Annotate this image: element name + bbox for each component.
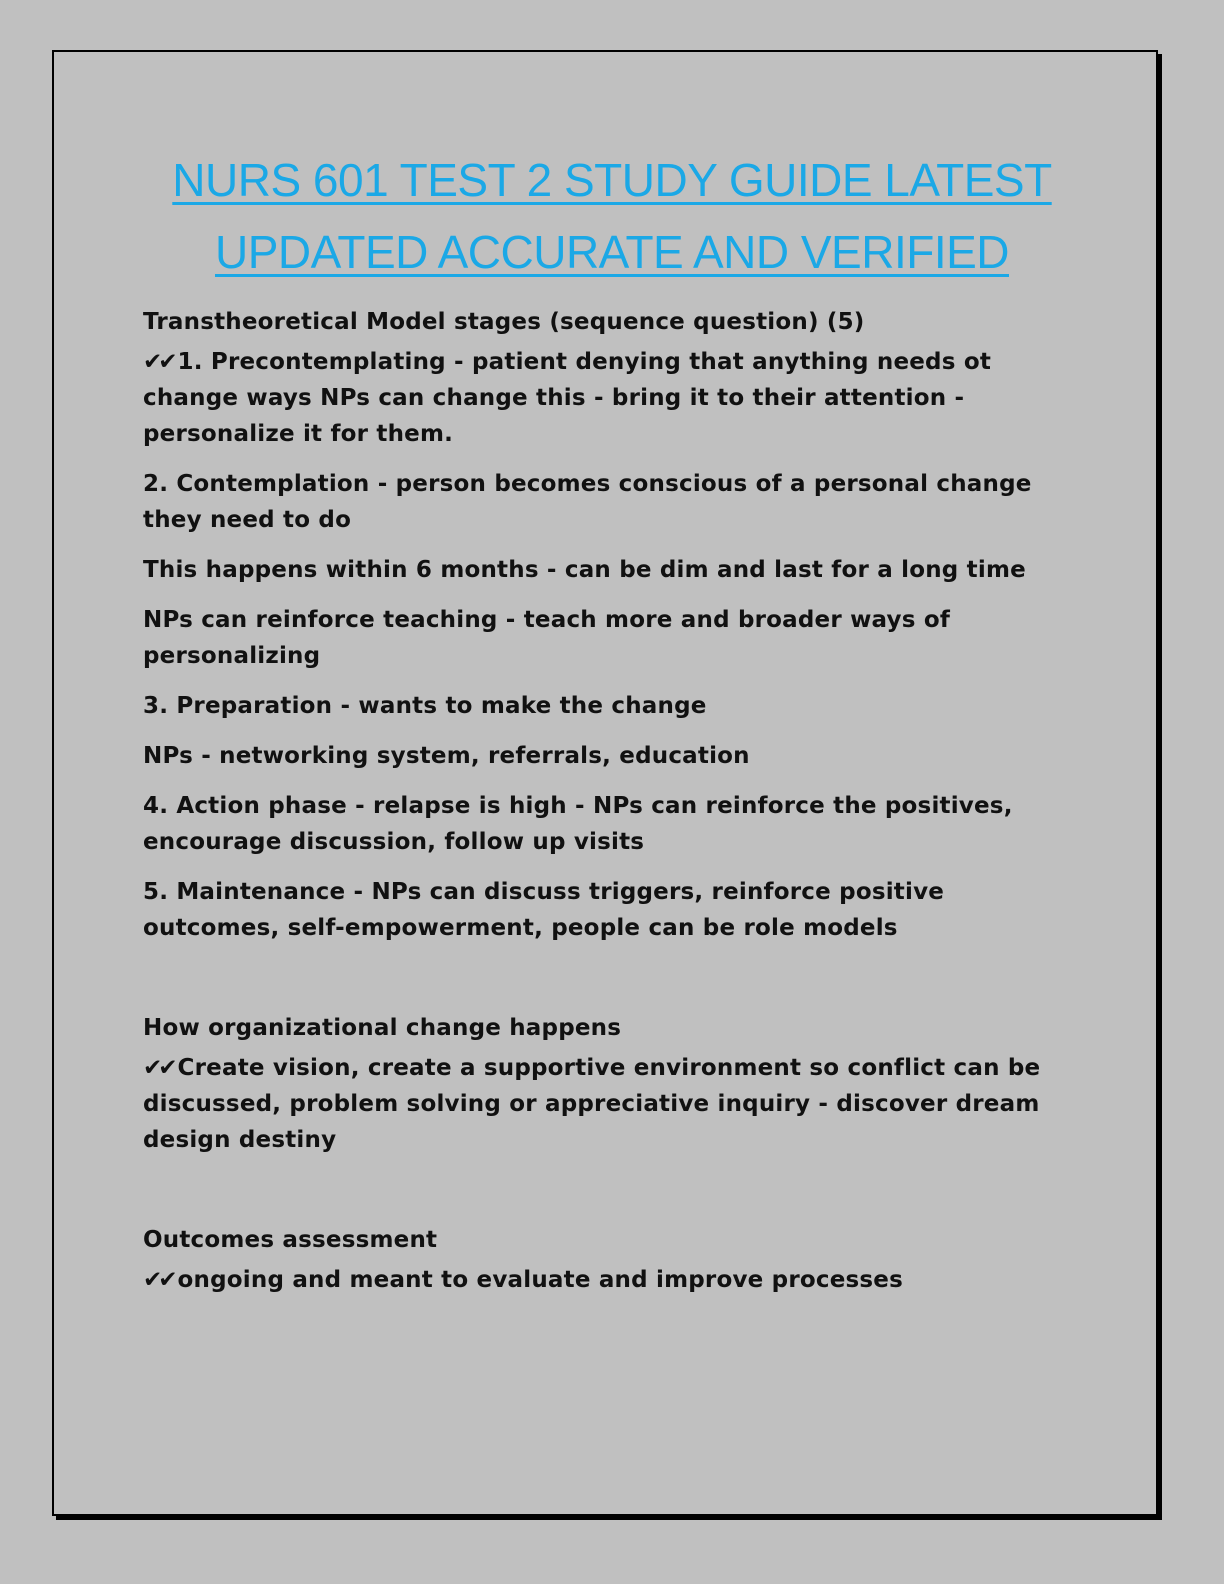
question-outcomes: Outcomes assessment [143,1227,438,1253]
double-checkmark-icon: ✔✔ [143,1267,174,1293]
answer-ttm-8: 5. Maintenance - NPs can discuss triggers, reinforce positive outcomes, self-empowerment, people can be role models [143,879,945,941]
answer-ttm-4: NPs can reinforce teaching - teach more and broader ways of personalizing [143,607,951,669]
answer-ttm-1-text: 1. Precontemplating - patient denying that anything needs ot change ways NPs can change this - bring it to their attention - personalize it for them. [143,349,992,447]
document-title [100,144,1124,288]
answer-outcomes-text: ongoing and meant to evaluate and improve processes [177,1267,903,1293]
answer-outcomes [143,1262,1053,1298]
answer-org-change-text: Create vision, create a supportive environment so conflict can be discussed, problem solving or appreciative inquiry - discover dream design destiny [143,1055,1041,1153]
title-line-2: UPDATED ACCURATE AND VERIFIED [214,226,1010,278]
document-body [143,304,1053,1298]
answer-ttm-3: This happens within 6 months - can be dim and last for a long time [143,557,1026,583]
answer-ttm-2: 2. Contemplation - person becomes conscious of a personal change they need to do [143,471,1032,533]
answer-ttm-5: 3. Preparation - wants to make the change [143,693,707,719]
answer-ttm-7: 4. Action phase - relapse is high - NPs can reinforce the positives, encourage discussion, follow up visits [143,793,1013,855]
answer-ttm-6: NPs - networking system, referrals, education [143,743,750,769]
double-checkmark-icon: ✔✔ [143,1055,174,1081]
answer-org-change [143,1050,1053,1158]
question-ttm: Transtheoretical Model stages (sequence question) (5) [143,309,865,335]
answer-ttm-1 [143,344,1053,452]
question-org-change: How organizational change happens [143,1015,622,1041]
title-line-1: NURS 601 TEST 2 STUDY GUIDE LATEST [172,154,1052,206]
double-checkmark-icon: ✔✔ [143,349,174,375]
